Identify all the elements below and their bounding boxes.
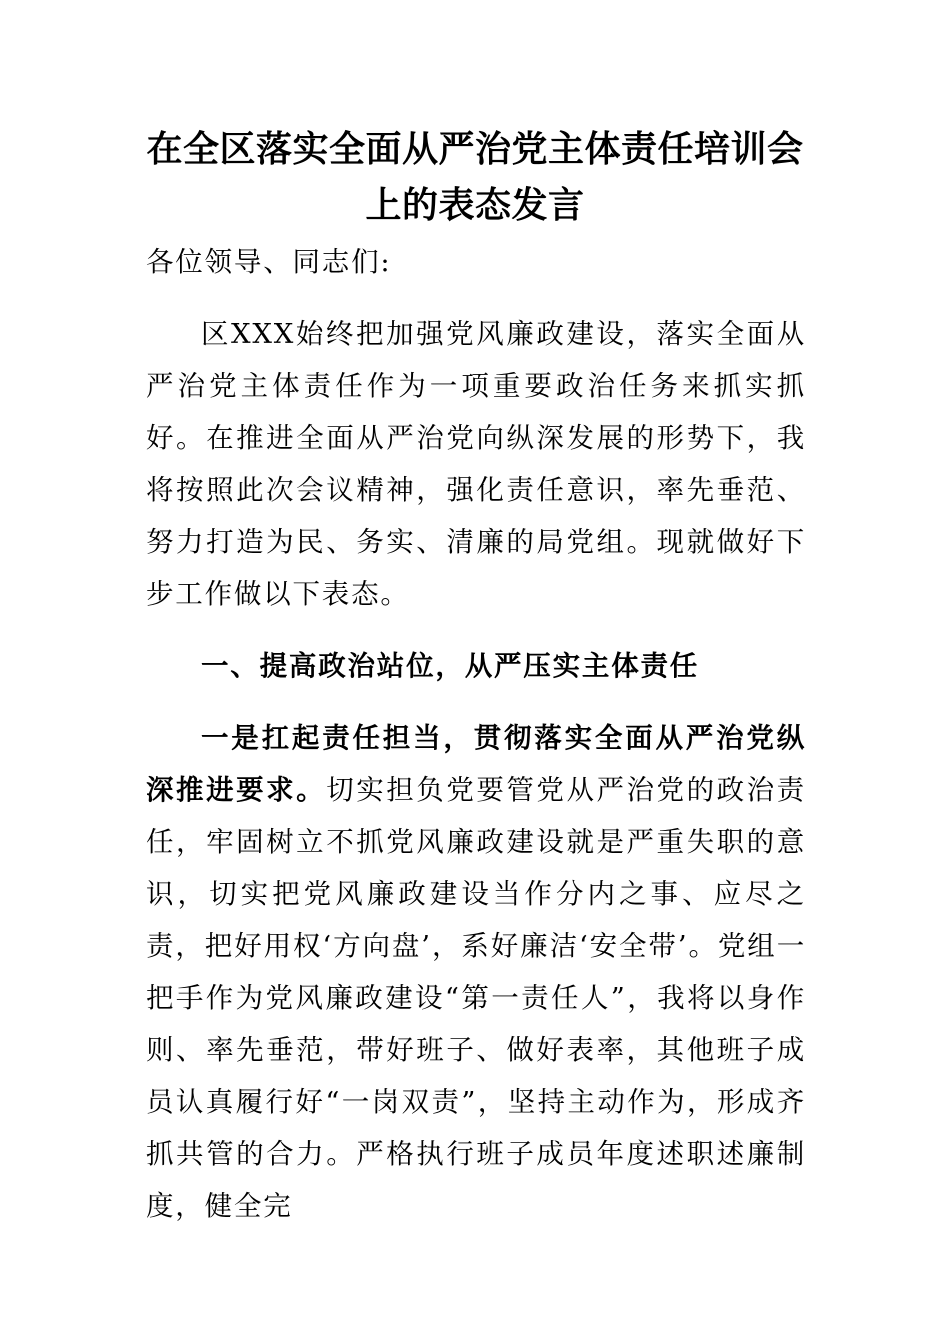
intro-paragraph: 区XXX始终把加强党风廉政建设，落实全面从严治党主体责任作为一项重要政治任务来抓实抓好。在推进全面从严治党向纵深发展的形势下，我将按照此次会议精神，强化责任意识，率先垂范、努力打造为民、务实、清廉的局党组。现就做好下步工作做以下表态。 xyxy=(146,318,806,610)
section-1-point-1-paragraph xyxy=(146,712,806,1232)
document-title xyxy=(140,122,810,234)
point-lead: 一是扛起责任担当，贯彻落实全面从严治党纵深推进要求。 xyxy=(146,722,806,806)
point-body: 切实担负党要管党从严治党的政治责任，牢固树立不抓党风廉政建设就是严重失职的意识，切实把党风廉政建设当作分内之事、应尽之责，把好用权‘方向盘’，系好廉洁‘安全带’。党组一把手作为党风廉政建设“第一责任人”，我将以身作则、率先垂范，带好班子、做好表率，其他班子成员认真履行好“一岗双责”，坚持主动作为，形成齐抓共管的合力。严格执行班子成员年度述职述廉制度，健全完 xyxy=(146,774,806,1222)
salutation: 各位领导、同志们: xyxy=(146,246,392,278)
section-heading-1: 一、提高政治站位，从严压实主体责任 xyxy=(201,650,700,682)
title-line-1: 在全区落实全面从严治党主体责任培训会 xyxy=(146,129,804,170)
title-line-2: 上的表态发言 xyxy=(365,185,585,226)
document-body xyxy=(146,236,806,1232)
